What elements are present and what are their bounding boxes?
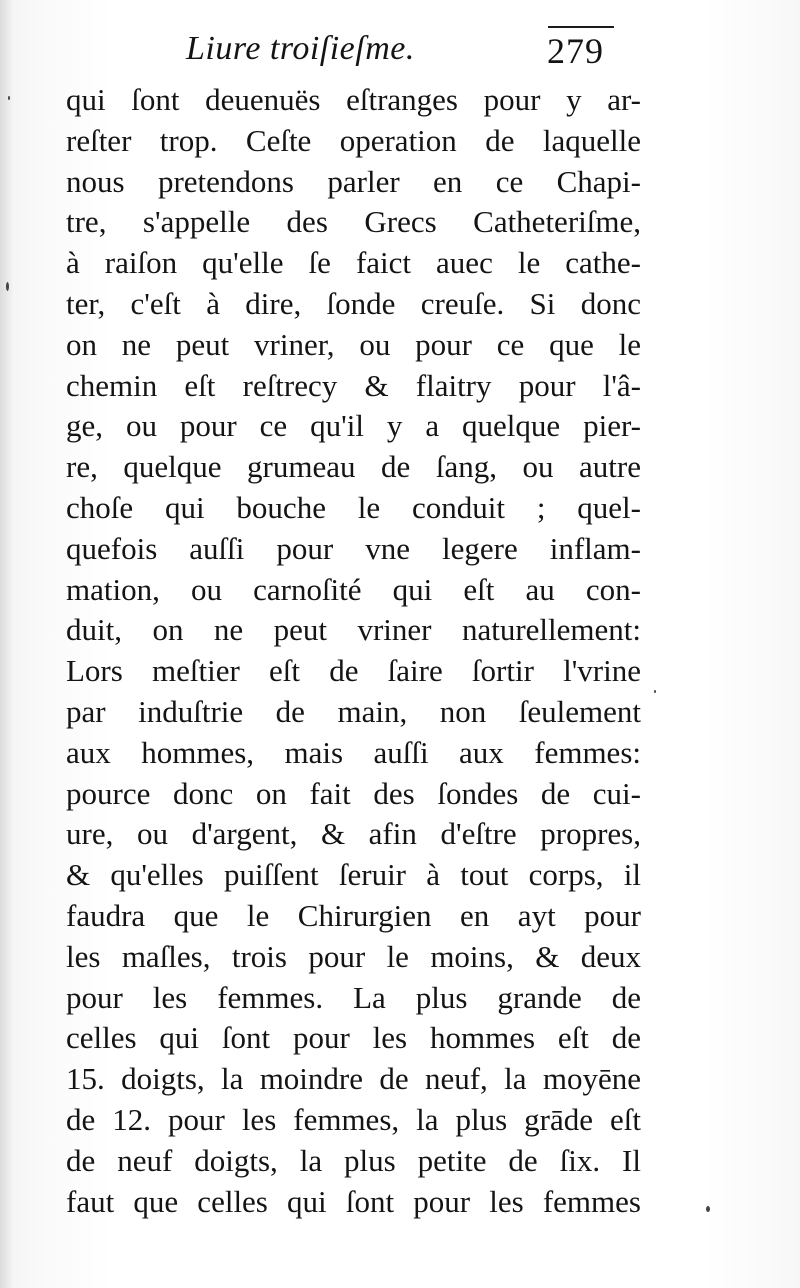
text-line: quefois auſſi pour vne legere inflam- <box>66 530 641 566</box>
text-line: chemin eſt reſtrecy & flaitry pour l'â- <box>66 367 641 403</box>
text-line: choſe qui bouche le conduit ; quel- <box>66 489 641 525</box>
text-line: nous pretendons parler en ce Chapi- <box>66 163 641 199</box>
gutter-shadow <box>0 0 14 1288</box>
page-number: 279 <box>547 31 604 71</box>
text-line: tre, s'appelle des Grecs Catheteriſme, <box>66 204 641 240</box>
text-line: 15. doigts, la moindre de neuf, la moyēne <box>66 1061 641 1097</box>
running-head: Liure troiſieſme. <box>186 30 415 67</box>
text-line: de neuf doigts, la plus petite de ſix. Il <box>66 1142 641 1178</box>
page-header <box>0 26 800 78</box>
text-line: ge, ou pour ce qu'il y a quelque pier- <box>66 408 641 444</box>
paper-speck <box>6 282 9 291</box>
text-line: & qu'elles puiſſent ſeruir à tout corps, il <box>66 857 641 893</box>
text-line: celles qui ſont pour les hommes eſt de <box>66 1020 641 1056</box>
page-number-rule <box>548 26 614 28</box>
body-text <box>66 80 641 1222</box>
text-line: qui ſont deuenuës eſtranges pour y ar- <box>66 82 641 117</box>
text-line: faut que celles qui ſont pour les femmes <box>66 1183 641 1219</box>
text-line: à raiſon qu'elle ſe faict auec le cathe- <box>66 245 641 281</box>
text-line: reſter trop. Ceſte operation de laquelle <box>66 122 641 158</box>
text-line: re, quelque grumeau de ſang, ou autre <box>66 449 641 485</box>
text-line: aux hommes, mais auſſi aux femmes: <box>66 734 641 770</box>
text-line: ter, c'eſt à dire, ſonde creuſe. Si donc <box>66 285 641 321</box>
text-line: on ne peut vriner, ou pour ce que le <box>66 326 641 362</box>
text-line: les maſles, trois pour le moins, & deux <box>66 938 641 974</box>
paper-speck <box>706 1206 710 1212</box>
text-line: pource donc on fait des ſondes de cui- <box>66 775 641 811</box>
text-line: duit, on ne peut vriner naturellement: <box>66 612 641 648</box>
text-line: ure, ou d'argent, & afin d'eſtre propres, <box>66 816 641 852</box>
text-line: mation, ou carnoſité qui eſt au con- <box>66 571 641 607</box>
text-line: pour les femmes. La plus grande de <box>66 979 641 1015</box>
paper-speck <box>8 96 10 100</box>
text-line: Lors meſtier eſt de ſaire ſortir l'vrine <box>66 653 641 689</box>
paper-speck <box>654 690 656 693</box>
text-line: par induſtrie de main, non ſeulement <box>66 693 641 729</box>
text-line: de 12. pour les femmes, la plus grāde eſt <box>66 1101 641 1137</box>
text-line: faudra que le Chirurgien en ayt pour <box>66 897 641 933</box>
